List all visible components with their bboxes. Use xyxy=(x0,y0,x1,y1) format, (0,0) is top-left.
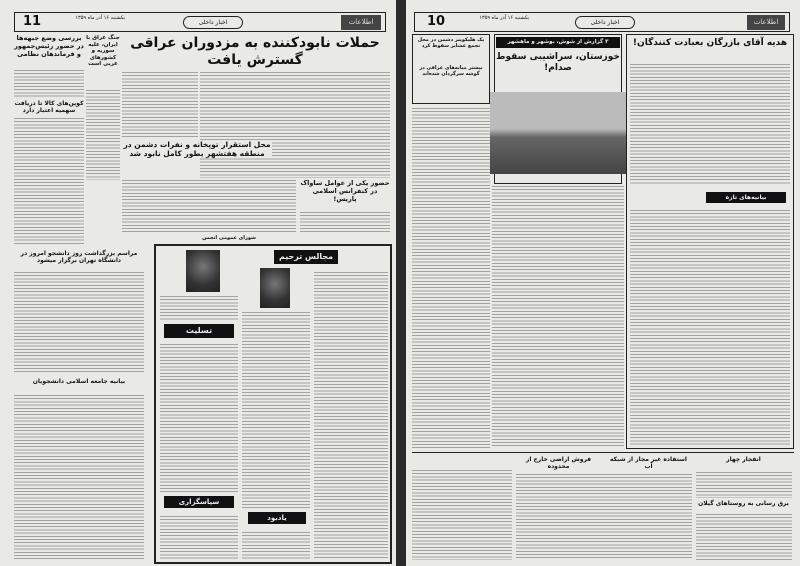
masthead-logo: اطلاعات xyxy=(747,15,785,30)
story-headline: جنگ عراق با ایران، علیه سوریه و کشورهای عربی است xyxy=(86,35,120,68)
story-headline: مراسم بزرگداشت روز دانشجو امروز در دانشگاه تهران برگزار میشود xyxy=(14,250,144,264)
page-number: 10 xyxy=(427,14,446,29)
masthead-logo: اطلاعات xyxy=(341,15,381,30)
main-headline: خوزستان، سراشیبی سقوط صدام! xyxy=(496,52,620,73)
remembrance-heading: یادبود xyxy=(248,512,306,524)
sidebar-box xyxy=(412,34,490,104)
section-label: اخبار داخلی xyxy=(575,16,635,29)
story-headline: شورای عمومی انجمن xyxy=(154,235,304,241)
story-headline: استفاده غیر مجاز از شبکه آب xyxy=(606,456,691,470)
page-header xyxy=(14,12,386,32)
left-page xyxy=(0,0,396,566)
side-headline: هدیه آقای بازرگان بعبادت کنندگان! xyxy=(628,38,792,49)
news-photo xyxy=(490,92,626,174)
memorial-heading: مجالس ترحیم xyxy=(274,250,338,264)
boxed-story-heading: بیانیه‌های تازه xyxy=(706,192,786,203)
date: یکشنبه ۱۶ آذر ماه ۱۳۵۹ xyxy=(75,15,125,21)
section-label: اخبار داخلی xyxy=(183,16,243,29)
story-headline: محل استقرار توپخانه و نفرات دشمن در منطقه هفتشهر بطور کامل نابود شد xyxy=(123,140,271,158)
story-headline: بیشتر میانه‌های عراقی در گوشه سرگردان شده‌اند xyxy=(415,65,487,77)
story-headline: بیانیه جامعه اسلامی دانشجویان xyxy=(14,378,144,385)
story-headline: کوپن‌های کالا تا دریافت سهمیه اعتبار دارد xyxy=(14,100,84,115)
story-headline: انفجار چهار xyxy=(696,456,791,463)
classified-ads-box xyxy=(154,244,392,564)
story-headline: فروش اراضی خارج از محدوده xyxy=(516,456,601,470)
main-headline: حملات نابودکننده به مزدوران عراقی گسترش یافت xyxy=(120,35,390,69)
kicker: ۳ گزارش از شوش، بوشهر و ماهشهر xyxy=(496,37,620,48)
story-headline: حضور یکی از عوامل ساواک در کنفرانس اسلامی پاریس! xyxy=(300,179,390,203)
story-headline: برق رسانی به روستاهای گیلان xyxy=(696,500,791,507)
right-page xyxy=(406,0,800,566)
story-headline: یک هلیکوپتر دشمن در محل تجمع عشایر سقوط کرد xyxy=(415,37,487,49)
page-number: 11 xyxy=(23,14,42,29)
portrait-photo xyxy=(186,250,220,292)
condolence-heading: تسلیت xyxy=(164,324,234,338)
page-header xyxy=(414,12,790,32)
portrait-photo xyxy=(260,268,290,308)
thanks-heading: سپاسگزاری xyxy=(164,496,234,508)
story-headline: بررسی وضع جبهه‌ها در حضور رئیس‌جمهور و فرماندهان نظامی xyxy=(14,34,84,58)
date: یکشنبه ۱۶ آذر ماه ۱۳۵۹ xyxy=(479,15,529,21)
